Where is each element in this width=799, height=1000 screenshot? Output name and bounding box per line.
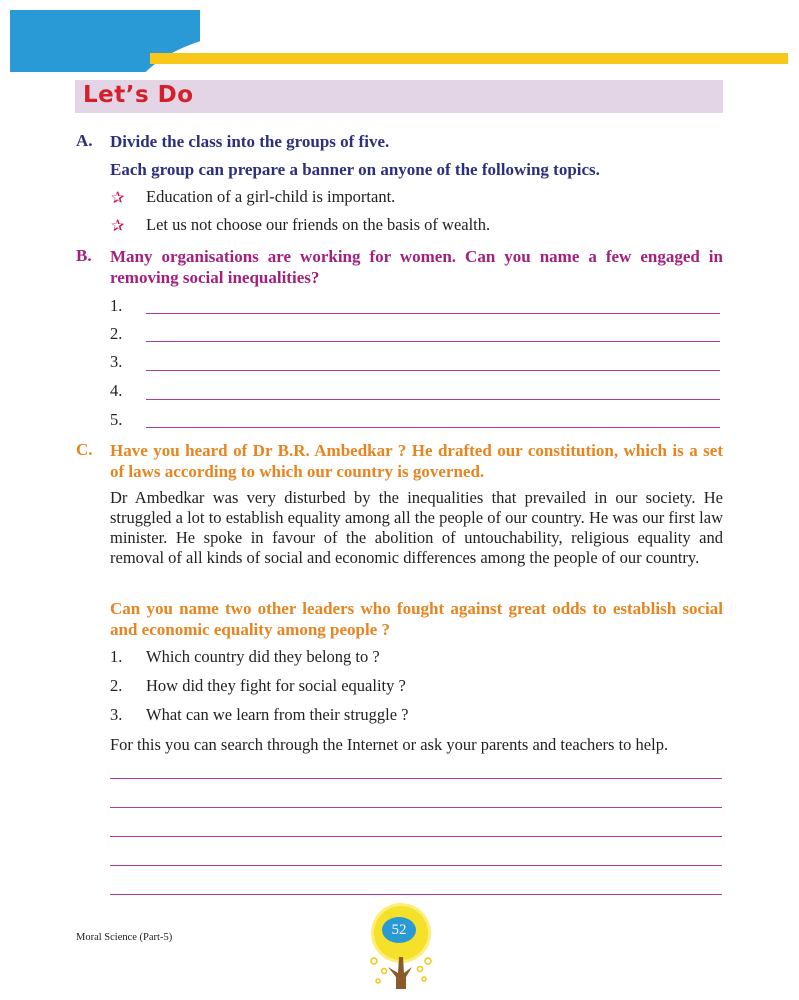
section-a-instruction: Each group can prepare a banner on anyone of the following topics.	[110, 160, 600, 179]
writing-line-2[interactable]	[110, 807, 722, 808]
star-bullet-icon: ✰	[111, 216, 125, 235]
answer-line-4[interactable]	[146, 399, 720, 400]
answer-line-2[interactable]	[146, 341, 720, 342]
book-title-footer: Moral Science (Part-5)	[76, 932, 173, 943]
section-header	[75, 80, 723, 113]
answer-line-3[interactable]	[146, 370, 720, 371]
bullet-item: Education of a girl-child is important.	[146, 187, 396, 206]
item-number: 3.	[110, 705, 123, 724]
closing-text: For this you can search through the Internet or ask your parents and teachers to help.	[110, 735, 669, 754]
page-number: 52	[382, 917, 416, 943]
section-b-letter: B.	[76, 246, 92, 265]
ambedkar-paragraph: Dr Ambedkar was very disturbed by the inequalities that prevailed in our society. He struggled a lot to establish equality among all the people of our country. He was our first law minister. He spoke in favour of the abolition of untouchability, religious equality and removal of all kinds of social and economic differences among the people of our country.	[110, 488, 723, 567]
section-c-question: Have you heard of Dr B.R. Ambedkar ? He drafted our constitution, which is a set of laws according to which our country is governed.	[110, 441, 723, 481]
answer-number: 1.	[110, 296, 123, 315]
page-title: Let’s Do	[83, 82, 194, 108]
answer-number: 4.	[110, 381, 123, 400]
item-number: 1.	[110, 647, 123, 666]
item-text: How did they fight for social equality ?	[146, 676, 406, 695]
writing-line-5[interactable]	[110, 894, 722, 895]
item-text: What can we learn from their struggle ?	[146, 705, 409, 724]
answer-number: 3.	[110, 352, 123, 371]
section-c-sub-question: Can you name two other leaders who fought against great odds to establish social and economic equality among people ?	[110, 599, 723, 639]
answer-line-1[interactable]	[146, 313, 720, 314]
answer-number: 2.	[110, 324, 123, 343]
writing-line-1[interactable]	[110, 778, 722, 779]
section-b-question: Many organisations are working for women. Can you name a few engaged in removing social inequalities?	[110, 247, 723, 287]
tree-trunk-icon	[362, 955, 440, 993]
writing-line-3[interactable]	[110, 836, 722, 837]
section-a-letter: A.	[76, 131, 93, 150]
bullet-item: Let us not choose our friends on the basis of wealth.	[146, 215, 491, 234]
item-number: 2.	[110, 676, 123, 695]
item-text: Which country did they belong to ?	[146, 647, 380, 666]
star-bullet-icon: ✰	[111, 188, 125, 207]
section-c-letter: C.	[76, 440, 93, 459]
top-strip	[150, 53, 788, 64]
answer-number: 5.	[110, 410, 123, 429]
section-a-question: Divide the class into the groups of five.	[110, 132, 390, 151]
answer-line-5[interactable]	[146, 427, 720, 428]
writing-line-4[interactable]	[110, 865, 722, 866]
